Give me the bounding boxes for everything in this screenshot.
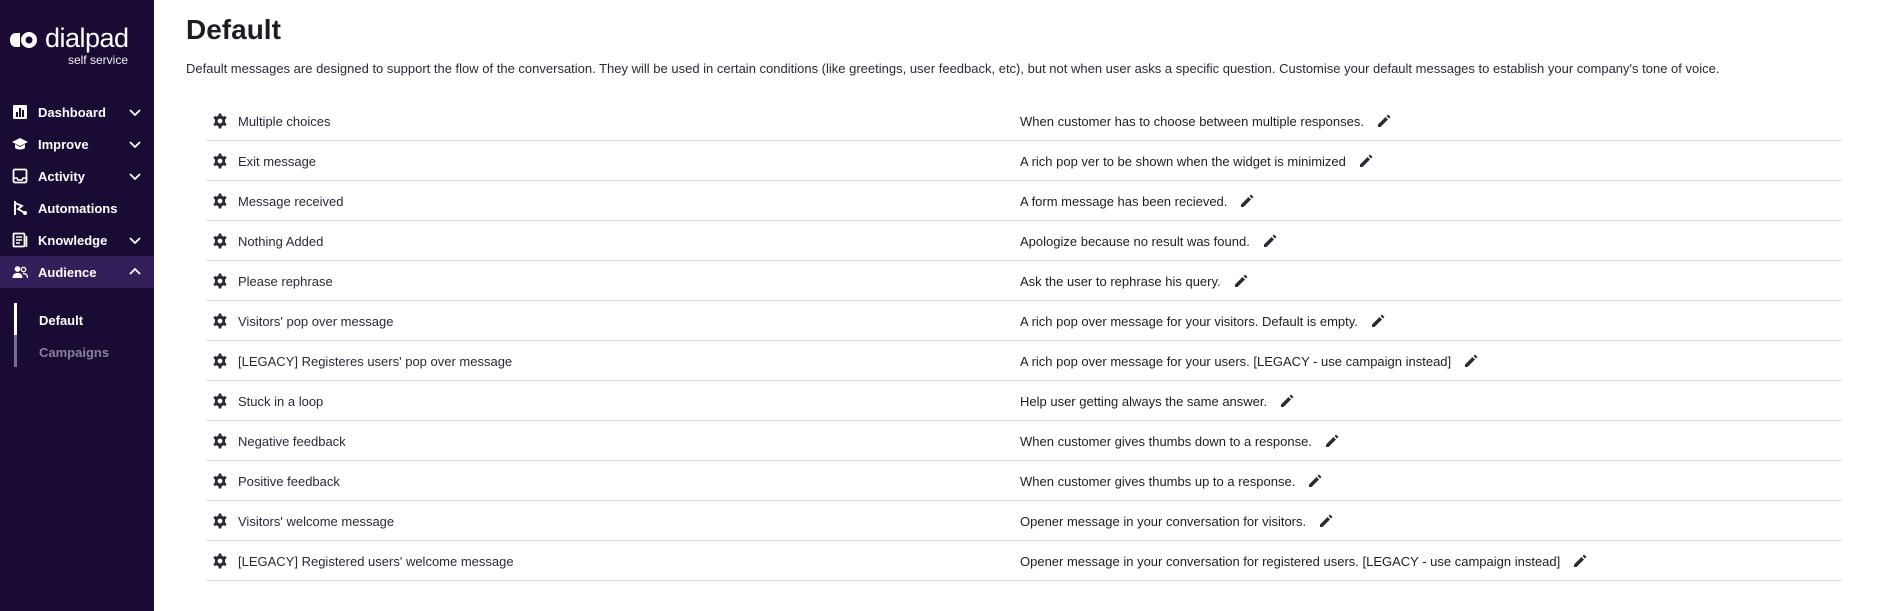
message-row (206, 421, 1842, 461)
message-row (206, 381, 1842, 421)
graduation-cap-icon (12, 136, 28, 152)
pencil-edit-icon[interactable] (1279, 393, 1295, 409)
pencil-edit-icon[interactable] (1324, 433, 1340, 449)
message-description: A rich pop over message for your visitors. Default is empty. (1020, 314, 1358, 329)
page-description: Default messages are designed to support the flow of the conversation. They will be used in certain conditions (like greetings, user feedback, etc), but not when user asks a specific question. Customise your default messages to establish your company's tone of voice. (186, 61, 1720, 76)
message-row (206, 181, 1842, 221)
message-description-wrap (1020, 354, 1479, 369)
default-messages-list (206, 101, 1842, 581)
gear-icon[interactable] (212, 193, 228, 209)
message-name: Stuck in a loop (238, 394, 324, 409)
message-name: Message received (238, 194, 344, 209)
message-row (206, 261, 1842, 301)
message-name: Multiple choices (238, 114, 331, 129)
subnav-item-campaigns[interactable]: Campaigns (39, 345, 110, 360)
gear-icon[interactable] (212, 393, 228, 409)
pencil-edit-icon[interactable] (1239, 193, 1255, 209)
sidebar-item-activity[interactable] (0, 160, 154, 192)
pencil-edit-icon[interactable] (1307, 473, 1323, 489)
main-content (154, 0, 1891, 611)
message-description-wrap (1020, 514, 1334, 529)
gear-icon[interactable] (212, 233, 228, 249)
message-description-wrap (1020, 394, 1295, 409)
bar-chart-icon (12, 104, 28, 120)
sidebar-item-label: Audience (38, 264, 97, 280)
chevron-down-icon[interactable] (128, 233, 142, 247)
message-name: Visitors' pop over message (238, 314, 394, 329)
message-row (206, 221, 1842, 261)
message-row (206, 461, 1842, 501)
message-row (206, 141, 1842, 181)
message-description: A rich pop over message for your users. [LEGACY - use campaign instead] (1020, 354, 1452, 369)
message-description-wrap (1020, 474, 1323, 489)
audience-subnav (14, 303, 144, 367)
message-description: A form message has been recieved. (1020, 194, 1228, 209)
message-row (206, 101, 1842, 141)
gear-icon[interactable] (212, 153, 228, 169)
message-name: Negative feedback (238, 434, 346, 449)
message-row (206, 301, 1842, 341)
pencil-edit-icon[interactable] (1376, 113, 1392, 129)
chevron-down-icon[interactable] (128, 137, 142, 151)
message-name: Exit message (238, 154, 317, 169)
sidebar-item-audience[interactable] (0, 256, 154, 288)
chevron-up-icon[interactable] (128, 265, 142, 279)
pencil-edit-icon[interactable] (1262, 233, 1278, 249)
active-indicator (14, 303, 17, 335)
message-description: When customer gives thumbs down to a response. (1020, 434, 1312, 449)
message-description: Opener message in your conversation for registered users. [LEGACY - use campaign instead] (1020, 554, 1561, 569)
gear-icon[interactable] (212, 313, 228, 329)
message-name: [LEGACY] Registeres users' pop over message (238, 354, 513, 369)
message-description: When customer gives thumbs up to a response. (1020, 474, 1296, 489)
brand-name: dialpad (45, 23, 129, 53)
people-icon (12, 264, 28, 280)
message-name: [LEGACY] Registered users' welcome message (238, 554, 514, 569)
message-description-wrap (1020, 274, 1249, 289)
message-name: Please rephrase (238, 274, 333, 289)
message-description: Help user getting always the same answer. (1020, 394, 1268, 409)
message-description-wrap (1020, 554, 1588, 569)
book-icon (12, 232, 28, 248)
pencil-edit-icon[interactable] (1318, 513, 1334, 529)
sidebar-item-knowledge[interactable] (0, 224, 154, 256)
message-description-wrap (1020, 194, 1255, 209)
page-title: Default (186, 14, 281, 45)
sidebar-item-label: Knowledge (38, 232, 108, 248)
gear-icon[interactable] (212, 113, 228, 129)
sidebar-item-automations[interactable] (0, 192, 154, 224)
chevron-down-icon[interactable] (128, 169, 142, 183)
message-description: When customer has to choose between multiple responses. (1020, 114, 1364, 129)
sidebar-item-dashboard[interactable] (0, 96, 154, 128)
gear-icon[interactable] (212, 473, 228, 489)
message-description: Ask the user to rephrase his query. (1020, 274, 1221, 289)
sidebar-nav (0, 96, 154, 288)
sidebar-item-label: Automations (38, 200, 118, 216)
pencil-edit-icon[interactable] (1233, 273, 1249, 289)
message-name: Positive feedback (238, 474, 340, 489)
message-description: A rich pop ver to be shown when the widget is minimized (1020, 154, 1346, 169)
brand-subtitle: self service (67, 53, 128, 67)
pencil-edit-icon[interactable] (1572, 553, 1588, 569)
gear-icon[interactable] (212, 513, 228, 529)
inbox-icon (12, 168, 28, 184)
message-description-wrap (1020, 114, 1392, 129)
message-row (206, 501, 1842, 541)
message-description-wrap (1020, 434, 1340, 449)
automation-icon (12, 200, 28, 216)
sidebar-item-label: Dashboard (38, 104, 106, 120)
dialpad-logo[interactable] (10, 22, 142, 70)
gear-icon[interactable] (212, 553, 228, 569)
gear-icon[interactable] (212, 353, 228, 369)
gear-icon[interactable] (212, 433, 228, 449)
message-description: Apologize because no result was found. (1020, 234, 1250, 249)
sidebar-item-improve[interactable] (0, 128, 154, 160)
gear-icon[interactable] (212, 273, 228, 289)
message-description-wrap (1020, 314, 1386, 329)
pencil-edit-icon[interactable] (1463, 353, 1479, 369)
message-name: Nothing Added (238, 234, 324, 249)
dialpad-logo-icon (10, 29, 40, 51)
sidebar-item-label: Improve (38, 136, 89, 152)
pencil-edit-icon[interactable] (1358, 153, 1374, 169)
message-description: Opener message in your conversation for visitors. (1020, 514, 1307, 529)
sidebar-item-label: Activity (38, 168, 85, 184)
message-name: Visitors' welcome message (238, 514, 395, 529)
subnav-item-default[interactable]: Default (39, 313, 84, 328)
message-row (206, 541, 1842, 581)
pencil-edit-icon[interactable] (1370, 313, 1386, 329)
message-row (206, 341, 1842, 381)
message-description-wrap (1020, 154, 1374, 169)
sidebar (0, 0, 154, 611)
chevron-down-icon[interactable] (128, 105, 142, 119)
message-description-wrap (1020, 234, 1278, 249)
